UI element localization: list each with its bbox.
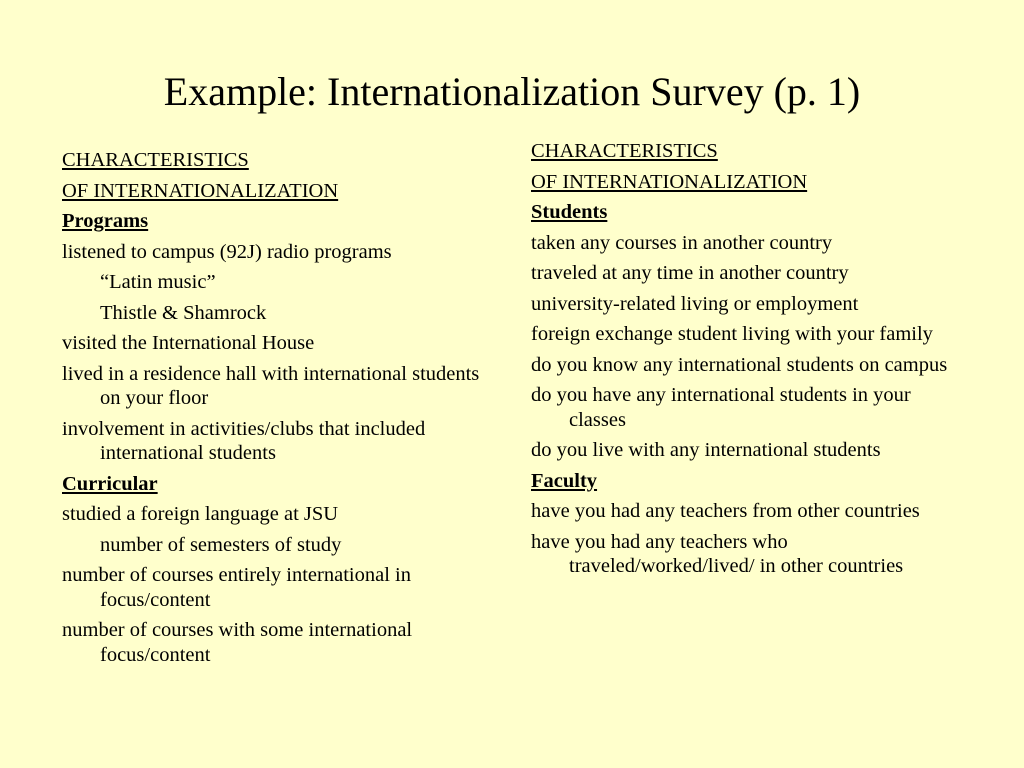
- right-column: [531, 139, 971, 585]
- list-item: have you had any teachers from other countries: [531, 500, 920, 522]
- list-subitem: number of semesters of study: [100, 533, 342, 556]
- list-item: listened to campus (92J) radio programs: [62, 240, 392, 263]
- section-heading-curricular: Curricular: [62, 472, 158, 495]
- list-item: foreign exchange student living with your family: [531, 323, 933, 345]
- list-item: do you know any international students on campus: [531, 353, 948, 376]
- right-heading-internationalization: OF INTERNATIONALIZATION: [531, 170, 808, 193]
- left-column: [62, 148, 502, 673]
- list-item: have you had any teachers who traveled/worked/lived/ in other countries: [531, 530, 904, 577]
- list-item: do you have any international students in your classes: [531, 384, 911, 431]
- list-item: traveled at any time in another country: [531, 262, 849, 284]
- list-item: do you live with any international students: [531, 439, 881, 461]
- section-heading-students: Students: [531, 201, 608, 223]
- list-subitem: “Latin music”: [100, 271, 216, 293]
- list-item: number of courses entirely international in focus/content: [62, 564, 411, 611]
- list-item: number of courses with some international focus/content: [62, 619, 413, 666]
- list-item: lived in a residence hall with international students on your floor: [62, 362, 480, 409]
- left-heading-characteristics: CHARACTERISTICS: [62, 149, 249, 171]
- list-item: studied a foreign language at JSU: [62, 503, 339, 525]
- list-item: visited the International House: [62, 332, 315, 354]
- left-heading-internationalization: OF INTERNATIONALIZATION: [62, 179, 339, 202]
- section-heading-programs: Programs: [62, 210, 149, 232]
- section-heading-faculty: Faculty: [531, 469, 598, 492]
- page-title: Example: Internationalization Survey (p. 1): [163, 69, 861, 114]
- list-item: university-related living or employment: [531, 292, 859, 315]
- right-heading-characteristics: CHARACTERISTICS: [531, 140, 718, 162]
- list-item: taken any courses in another country: [531, 231, 833, 254]
- list-item: involvement in activities/clubs that included international students: [62, 417, 426, 464]
- list-subitem: Thistle & Shamrock: [100, 301, 267, 324]
